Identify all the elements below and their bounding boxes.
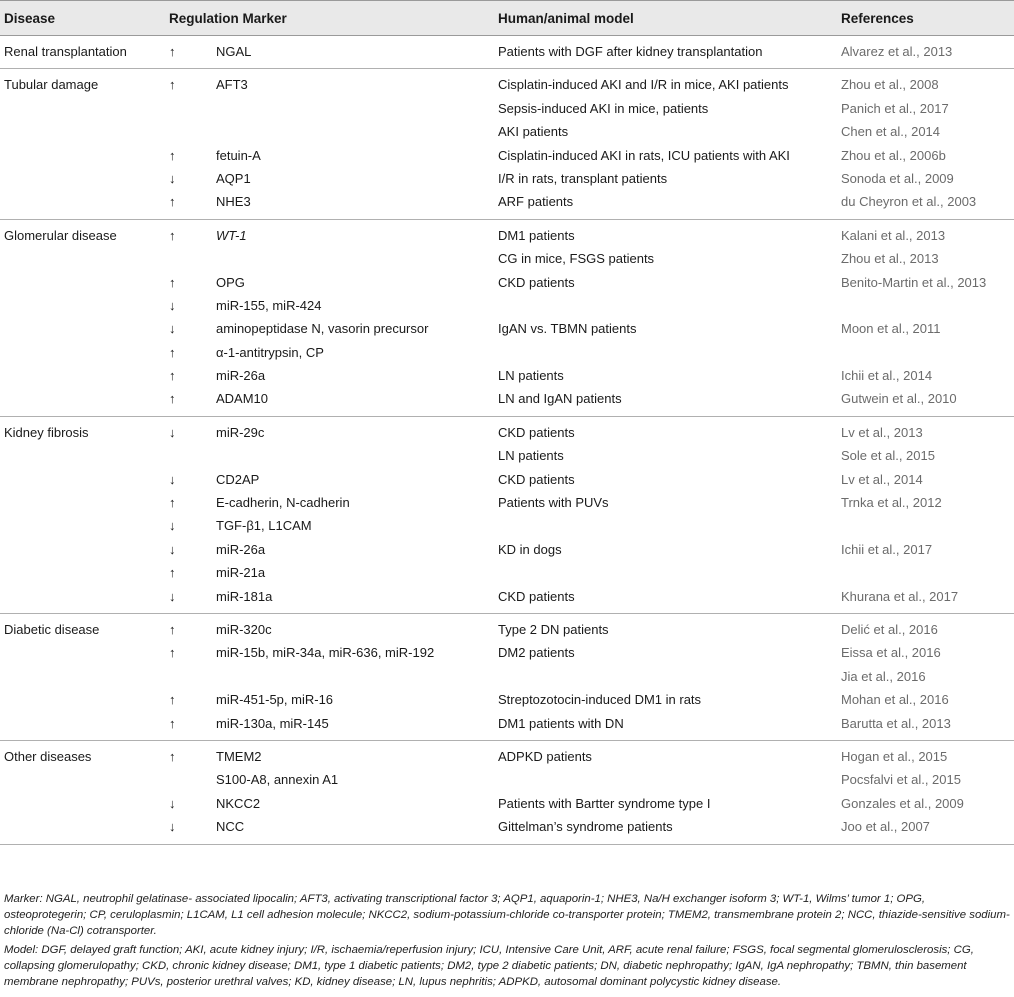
cell-reference: Eissa et al., 2016 <box>841 645 941 661</box>
cell-model: Cisplatin-induced AKI and I/R in mice, AKI patients <box>498 77 789 93</box>
cell-arrow: ↑ <box>169 344 176 360</box>
cell-reference: Ichii et al., 2014 <box>841 368 933 384</box>
table-row <box>0 40 1014 63</box>
cell-reference: Trnka et al., 2012 <box>841 495 942 511</box>
cell-model: ADPKD patients <box>498 748 592 764</box>
table-footnotes <box>4 891 1010 992</box>
cell-reference: Gonzales et al., 2009 <box>841 795 964 811</box>
table-group <box>0 69 1014 219</box>
cell-disease: Tubular damage <box>4 77 99 93</box>
cell-model: Gittelman’s syndrome patients <box>498 819 673 835</box>
cell-marker: miR-451-5p, miR-16 <box>216 692 334 708</box>
cell-model: Cisplatin-induced AKI in rats, ICU patients with AKI <box>498 147 790 163</box>
cell-arrow: ↑ <box>169 495 176 511</box>
cell-marker: aminopeptidase N, vasorin precursor <box>216 321 429 337</box>
table-row <box>0 538 1014 561</box>
cell-model: CKD patients <box>498 274 575 290</box>
cell-arrow: ↓ <box>169 819 176 835</box>
cell-arrow: ↓ <box>169 424 176 440</box>
cell-model: LN and IgAN patients <box>498 391 622 407</box>
table-row <box>0 190 1014 213</box>
cell-marker: TMEM2 <box>216 748 262 764</box>
cell-reference: Sole et al., 2015 <box>841 448 935 464</box>
table-row <box>0 585 1014 608</box>
table-row <box>0 97 1014 120</box>
cell-reference: Sonoda et al., 2009 <box>841 170 954 186</box>
table-row <box>0 167 1014 190</box>
footnote-marker: Marker: NGAL, neutrophil gelatinase- associated lipocalin; AFT3, activating transcriptional factor 3; AQP1, aquaporin-1; NHE3, Na/H exchanger isoform 3; WT-1, Wilms’ tumor 1; OPG, osteoprotegerin; CP, ceruloplasmin; L1CAM, L1 cell adhesion molecule; NKCC2, sodium-potassium-chloride co-transporter protein; TMEM2, transmembrane protein 2; NCC, thiazide-sensitive sodium-chloride (Na-Cl) cotransporter. <box>4 893 1010 938</box>
table-row <box>0 688 1014 711</box>
cell-reference: Zhou et al., 2008 <box>841 77 939 93</box>
cell-arrow: ↑ <box>169 621 176 637</box>
cell-marker: miR-15b, miR-34a, miR-636, miR-192 <box>216 645 435 661</box>
cell-arrow: ↓ <box>169 170 176 186</box>
cell-marker: AFT3 <box>216 77 248 93</box>
cell-reference: Alvarez et al., 2013 <box>841 44 953 59</box>
cell-model: LN patients <box>498 368 564 384</box>
cell-marker: miR-21a <box>216 565 266 581</box>
table-row <box>0 712 1014 735</box>
cell-reference: Hogan et al., 2015 <box>841 748 948 764</box>
cell-disease: Diabetic disease <box>4 621 100 637</box>
table-row <box>0 387 1014 410</box>
table-row <box>0 144 1014 167</box>
cell-arrow: ↑ <box>169 748 176 764</box>
cell-model: Patients with DGF after kidney transplantation <box>498 44 763 59</box>
cell-marker: fetuin-A <box>216 147 261 163</box>
cell-model: IgAN vs. TBMN patients <box>498 321 637 337</box>
cell-marker: S100-A8, annexin A1 <box>216 772 339 788</box>
cell-marker: miR-130a, miR-145 <box>216 715 329 731</box>
cell-model: Type 2 DN patients <box>498 621 609 637</box>
cell-marker: NKCC2 <box>216 795 261 811</box>
cell-marker: miR-181a <box>216 588 273 604</box>
cell-arrow: ↑ <box>169 715 176 731</box>
footnote-model: Model: DGF, delayed graft function; AKI, acute kidney injury; I/R, ischaemia/reperfusion injury; ICU, Intensive Care Unit, ARF, acute renal failure; FSGS, focal segmental glomerulosclerosis; CG, collapsing glomerulopathy; CKD, chronic kidney disease; DM1, type 1 diabetic patients; DM2, type 2 diabetic patients; DN, diabetic nephropathy; IgAN, IgA nephropathy; TBMN, thin basement membrane nephropathy; PUVs, posterior urethral valves; KD, kidney disease; LN, lupus nephritis; ADPKD, autosomal dominant polycystic kidney disease. <box>4 943 974 989</box>
table-group <box>0 614 1014 741</box>
cell-arrow: ↑ <box>169 391 176 407</box>
cell-marker: AQP1 <box>216 170 251 186</box>
table-row <box>0 792 1014 815</box>
table-row <box>0 745 1014 768</box>
cell-reference: du Cheyron et al., 2003 <box>841 194 977 210</box>
cell-marker: ADAM10 <box>216 391 269 407</box>
cell-marker: NCC <box>216 819 245 835</box>
cell-arrow: ↓ <box>169 588 176 604</box>
cell-marker: NHE3 <box>216 194 251 210</box>
cell-reference: Jia et al., 2016 <box>841 668 926 684</box>
table-group <box>0 220 1014 417</box>
cell-marker: α-1-antitrypsin, CP <box>216 344 324 360</box>
table-group <box>0 417 1014 614</box>
cell-model: CKD patients <box>498 588 575 604</box>
table-group <box>0 36 1014 69</box>
cell-reference: Chen et al., 2014 <box>841 124 941 140</box>
cell-marker: miR-26a <box>216 368 266 384</box>
cell-arrow: ↓ <box>169 541 176 557</box>
header-references: References <box>841 11 914 26</box>
cell-model: Sepsis-induced AKI in mice, patients <box>498 100 709 116</box>
cell-model: AKI patients <box>498 124 569 140</box>
cell-model: DM1 patients with DN <box>498 715 624 731</box>
cell-reference: Moon et al., 2011 <box>841 321 941 337</box>
table-header <box>0 0 1014 36</box>
cell-arrow: ↑ <box>169 147 176 163</box>
cell-arrow: ↓ <box>169 518 176 534</box>
table-row <box>0 294 1014 317</box>
table-row <box>0 341 1014 364</box>
cell-disease: Glomerular disease <box>4 227 117 243</box>
cell-arrow: ↓ <box>169 297 176 313</box>
cell-model: DM1 patients <box>498 227 575 243</box>
table-row <box>0 561 1014 584</box>
cell-reference: Joo et al., 2007 <box>841 819 930 835</box>
cell-reference: Khurana et al., 2017 <box>841 588 959 604</box>
cell-marker: TGF-β1, L1CAM <box>216 518 312 534</box>
cell-arrow: ↑ <box>169 368 176 384</box>
cell-marker: miR-155, miR-424 <box>216 297 322 313</box>
cell-marker: WT-1 <box>216 227 247 243</box>
cell-marker: miR-26a <box>216 541 266 557</box>
cell-marker: OPG <box>216 274 245 290</box>
table-row <box>0 224 1014 247</box>
cell-reference: Delić et al., 2016 <box>841 621 938 637</box>
header-disease: Disease <box>4 11 56 26</box>
table-row <box>0 665 1014 688</box>
cell-arrow: ↓ <box>169 795 176 811</box>
cell-reference: Barutta et al., 2013 <box>841 715 951 731</box>
table-row <box>0 247 1014 270</box>
table-body <box>0 36 1014 845</box>
cell-marker: NGAL <box>216 44 252 59</box>
table-row <box>0 271 1014 294</box>
cell-model: CKD patients <box>498 424 575 440</box>
table-row <box>0 641 1014 664</box>
cell-marker: E-cadherin, N-cadherin <box>216 495 350 511</box>
cell-reference: Lv et al., 2014 <box>841 471 923 487</box>
table-row <box>0 768 1014 791</box>
table-row <box>0 468 1014 491</box>
cell-reference: Mohan et al., 2016 <box>841 692 949 708</box>
cell-reference: Ichii et al., 2017 <box>841 541 933 557</box>
cell-reference: Gutwein et al., 2010 <box>841 391 957 407</box>
cell-marker: miR-320c <box>216 621 272 637</box>
cell-arrow: ↓ <box>169 471 176 487</box>
table-row <box>0 815 1014 838</box>
header-model: Human/animal model <box>498 11 634 26</box>
cell-reference: Benito-Martin et al., 2013 <box>841 274 987 290</box>
cell-arrow: ↑ <box>169 44 176 59</box>
table-row <box>0 618 1014 641</box>
cell-model: CKD patients <box>498 471 575 487</box>
cell-arrow: ↑ <box>169 645 176 661</box>
cell-arrow: ↑ <box>169 565 176 581</box>
table-row <box>0 73 1014 96</box>
cell-model: LN patients <box>498 448 564 464</box>
table-row <box>0 120 1014 143</box>
cell-arrow: ↑ <box>169 692 176 708</box>
cell-arrow: ↑ <box>169 227 176 243</box>
cell-model: Patients with PUVs <box>498 495 609 511</box>
cell-reference: Zhou et al., 2006b <box>841 147 946 163</box>
table-row <box>0 421 1014 444</box>
table-row <box>0 491 1014 514</box>
cell-arrow: ↑ <box>169 194 176 210</box>
cell-marker: CD2AP <box>216 471 260 487</box>
cell-disease: Kidney fibrosis <box>4 424 89 440</box>
table-group <box>0 741 1014 845</box>
cell-model: KD in dogs <box>498 541 562 557</box>
cell-arrow: ↑ <box>169 274 176 290</box>
cell-reference: Lv et al., 2013 <box>841 424 923 440</box>
cell-model: I/R in rats, transplant patients <box>498 170 668 186</box>
table-row <box>0 444 1014 467</box>
cell-model: CG in mice, FSGS patients <box>498 251 655 267</box>
cell-disease: Renal transplantation <box>4 44 127 59</box>
cell-reference: Kalani et al., 2013 <box>841 227 946 243</box>
cell-arrow: ↓ <box>169 321 176 337</box>
cell-model: Patients with Bartter syndrome type I <box>498 795 711 811</box>
cell-marker: miR-29c <box>216 424 265 440</box>
cell-reference: Pocsfalvi et al., 2015 <box>841 772 961 788</box>
cell-reference: Zhou et al., 2013 <box>841 251 939 267</box>
cell-model: Streptozotocin-induced DM1 in rats <box>498 692 702 708</box>
table-row <box>0 364 1014 387</box>
cell-model: DM2 patients <box>498 645 575 661</box>
cell-model: ARF patients <box>498 194 574 210</box>
table-row <box>0 317 1014 340</box>
cell-reference: Panich et al., 2017 <box>841 100 949 116</box>
cell-disease: Other diseases <box>4 748 92 764</box>
table-row <box>0 514 1014 537</box>
header-marker: Regulation Marker <box>169 11 287 26</box>
cell-arrow: ↑ <box>169 77 176 93</box>
